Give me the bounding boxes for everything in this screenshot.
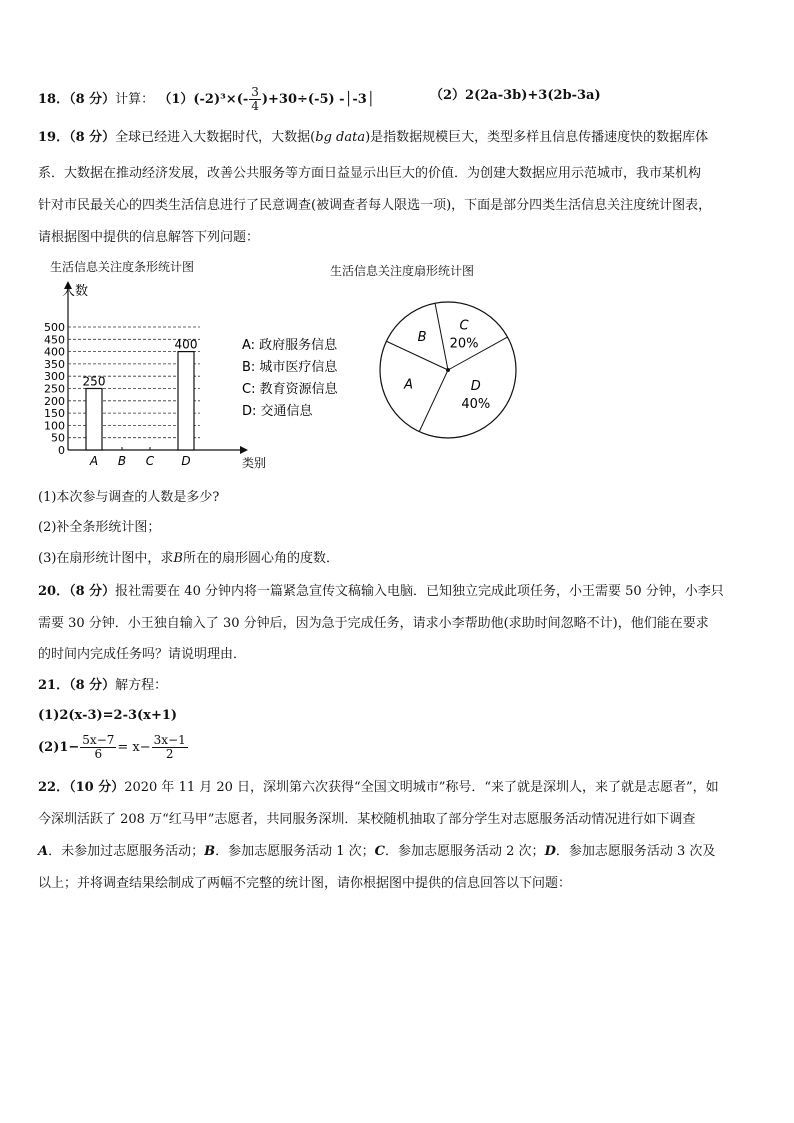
q19-sub2: (2)补全条形统计图； (38, 520, 161, 535)
legend-item: A: 政府服务信息 (242, 338, 338, 353)
q22-number: 22．（10 分） (38, 780, 125, 795)
y-tick-label: 200 (44, 394, 65, 408)
bar-data-label: 400 (174, 337, 198, 352)
q18-label: 计算： (115, 92, 155, 107)
pie-slice-label: D (470, 378, 481, 394)
q22-opt-c: C (374, 844, 386, 859)
q22-line1-text: 2020 年 11 月 20 日，深圳第六次获得“全国文明城市”称号．“来了就是深圳人，来了就是志愿者”，如 (124, 780, 719, 795)
q21-eq2 (38, 734, 189, 761)
q22-line1 (38, 778, 719, 798)
y-tick-label: 50 (51, 431, 65, 445)
q21-eq2-pre: (2)1− (38, 740, 80, 755)
legend-item: D: 交通信息 (242, 404, 313, 419)
q21-line (38, 676, 167, 696)
legend-item: B: 城市医疗信息 (242, 360, 338, 375)
y-tick-label: 0 (58, 444, 65, 457)
q22-opt-a: A (38, 844, 49, 859)
q18-line (38, 86, 375, 113)
q20-line2: 需要 30 分钟．小王独自输入了 30 分钟后，因为急于完成任务，请求小李帮助他(求助时间忽略不计)，他们能在要求 (38, 616, 709, 631)
y-tick-label: 100 (44, 419, 65, 433)
q21-f1-den: 6 (94, 747, 103, 761)
y-tick-label: 250 (44, 382, 65, 396)
pie-slice-label: B (417, 329, 427, 345)
q20-line1 (38, 582, 724, 602)
q19-sub3-c: 所在的扇形圆心角的度数． (182, 551, 339, 566)
q21-eq2-fraction1 (80, 734, 116, 761)
q19-sub3-b: B (173, 551, 183, 566)
y-tick-label: 150 (44, 407, 65, 421)
q19-line1 (38, 128, 708, 148)
q19-line3: 针对市民最关心的四类生活信息进行了民意调查(被调查者每人限选一项)，下面是部分四类生活信息关注度统计图表， (38, 198, 712, 213)
q21-f1-num: 5x−7 (82, 733, 115, 747)
q22-opt-c-text: ．参加志愿服务活动 2 次； (385, 844, 545, 859)
pie-chart-title: 生活信息关注度扇形统计图 (330, 264, 475, 278)
x-axis-arrow (240, 446, 248, 454)
bar-data-label: 250 (82, 374, 106, 389)
q21-f2-den: 2 (165, 747, 174, 761)
q21-eq2-mid: = x− (117, 740, 151, 755)
q22-opt-b: B (204, 844, 216, 859)
q18-number: 18．（8 分） (38, 92, 116, 107)
q22-opt-b-text: ．参加志愿服务活动 1 次； (215, 844, 375, 859)
q18-part1-a: （1）(-2)³×(- (158, 92, 249, 107)
y-axis-label: 人数 (62, 284, 89, 299)
q22-line3 (38, 842, 715, 862)
bar-chart-title: 生活信息关注度条形统计图 (50, 260, 195, 274)
x-axis-label: 类别 (242, 456, 267, 470)
q19-line4: 请根据图中提供的信息解答下列问题： (38, 230, 260, 245)
x-tick-label: B (117, 454, 127, 468)
q22-line4: 以上；并将调查结果绘制成了两幅不完整的统计图，请你根据图中提供的信息回答以下问题： (38, 876, 572, 891)
bar (86, 389, 102, 451)
q20-line1-text: 报社需要在 40 分钟内将一篇紧急宣传文稿输入电脑．已知独立完成此项任务，小王需要 50 分钟，小李只 (115, 584, 724, 599)
q19-sub3 (38, 549, 339, 569)
q19-sub1: (1)本次参与调查的人数是多少? (38, 490, 220, 505)
q21-f2-num: 3x−1 (153, 733, 186, 747)
q18-part1-b: )+30÷(-5) -│-3│ (261, 92, 375, 107)
legend-item: C: 教育资源信息 (242, 382, 338, 397)
q18-part2: （2）2(2a-3b)+3(2b-3a) (430, 88, 601, 103)
q21-eq2-fraction2 (152, 734, 188, 761)
pie-slice-label: A (404, 377, 413, 393)
pie-percent-label: 20% (449, 336, 479, 352)
q22-opt-a-text: ．未参加过志愿服务活动； (48, 844, 205, 859)
y-tick-label: 350 (44, 357, 65, 371)
x-tick-label: D (181, 454, 191, 468)
bar-chart (30, 275, 360, 485)
q19-bigdata: bg data (315, 130, 366, 145)
q22-opt-d-text: ．参加志愿服务活动 3 次及 (555, 844, 716, 859)
q18-frac-den: 4 (251, 99, 259, 113)
bar (178, 352, 194, 450)
q21-eq1: (1)2(x-3)=2-3(x+1) (38, 708, 178, 723)
q19-sub3-a: (3)在扇形统计图中，求 (38, 551, 174, 566)
y-tick-label: 400 (44, 345, 65, 359)
pie-slice-label: C (459, 318, 469, 334)
q22-opt-d: D (544, 844, 556, 859)
q18-frac-num: 3 (251, 85, 259, 99)
pie-center (446, 368, 450, 372)
q21-label: 解方程： (115, 678, 168, 693)
q19-line1-a: 全球已经进入大数据时代，大数据( (115, 130, 316, 145)
y-tick-label: 300 (44, 370, 65, 384)
q19-line2: 系．大数据在推动经济发展，改善公共服务等方面日益显示出巨大的价值．为创建大数据应用示范城市，我市某机构 (38, 166, 702, 181)
q19-line1-b: )是指数据规模巨大，类型多样且信息传播速度快的数据库体 (365, 130, 709, 145)
q18-fraction (249, 86, 261, 113)
q22-line2: 今深圳活跃了 208 万“红马甲”志愿者，共同服务深圳．某校随机抽取了部分学生对志愿服务活动情况进行如下调查 (38, 812, 696, 827)
q20-number: 20．（8 分） (38, 584, 116, 599)
pie-percent-label: 40% (461, 396, 491, 412)
q20-line3: 的时间内完成任务吗？请说明理由． (38, 647, 247, 662)
x-tick-label: C (145, 454, 155, 468)
y-tick-label: 500 (44, 321, 65, 334)
q19-number: 19．（8 分） (38, 130, 116, 145)
y-tick-label: 450 (44, 333, 65, 347)
q21-number: 21．（8 分） (38, 678, 116, 693)
x-tick-label: A (89, 454, 99, 468)
pie-chart (374, 296, 524, 446)
